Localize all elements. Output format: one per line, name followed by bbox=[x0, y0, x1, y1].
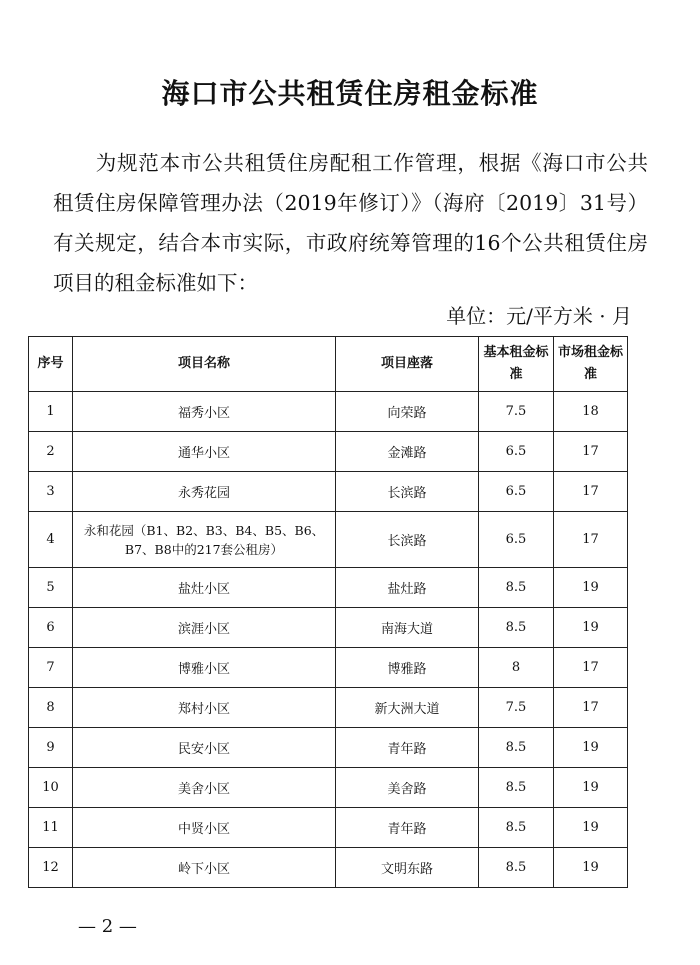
cell-no: 7 bbox=[29, 648, 73, 688]
cell-base-rent: 6.5 bbox=[479, 472, 554, 512]
cell-no: 11 bbox=[29, 808, 73, 848]
table-row bbox=[29, 728, 628, 768]
unit-label: 单位：元/平方米 · 月 bbox=[446, 304, 632, 328]
header-base-rent: 基本租金标准 bbox=[479, 337, 554, 392]
cell-location: 新大洲大道 bbox=[336, 688, 479, 728]
cell-name: 永和花园（B1、B2、B3、B4、B5、B6、B7、B8中的217套公租房） bbox=[73, 512, 336, 568]
table-row bbox=[29, 432, 628, 472]
cell-market-rent: 19 bbox=[554, 848, 628, 888]
cell-name: 博雅小区 bbox=[73, 648, 336, 688]
table-row bbox=[29, 808, 628, 848]
cell-name: 美舍小区 bbox=[73, 768, 336, 808]
header-location: 项目座落 bbox=[336, 337, 479, 392]
cell-location: 文明东路 bbox=[336, 848, 479, 888]
cell-location: 青年路 bbox=[336, 808, 479, 848]
cell-no: 5 bbox=[29, 568, 73, 608]
cell-base-rent: 8.5 bbox=[479, 808, 554, 848]
cell-no: 12 bbox=[29, 848, 73, 888]
cell-market-rent: 17 bbox=[554, 688, 628, 728]
cell-market-rent: 19 bbox=[554, 728, 628, 768]
cell-market-rent: 17 bbox=[554, 472, 628, 512]
cell-no: 1 bbox=[29, 392, 73, 432]
rent-table bbox=[28, 336, 628, 888]
cell-no: 3 bbox=[29, 472, 73, 512]
table-row bbox=[29, 472, 628, 512]
cell-name: 岭下小区 bbox=[73, 848, 336, 888]
cell-name: 郑村小区 bbox=[73, 688, 336, 728]
cell-market-rent: 19 bbox=[554, 568, 628, 608]
header-market-rent: 市场租金标准 bbox=[554, 337, 628, 392]
cell-name: 盐灶小区 bbox=[73, 568, 336, 608]
table-row bbox=[29, 608, 628, 648]
table-row bbox=[29, 512, 628, 568]
cell-no: 10 bbox=[29, 768, 73, 808]
document-title: 海口市公共租赁住房租金标准 bbox=[161, 77, 539, 110]
cell-base-rent: 8.5 bbox=[479, 848, 554, 888]
cell-market-rent: 17 bbox=[554, 432, 628, 472]
cell-name: 通华小区 bbox=[73, 432, 336, 472]
cell-no: 2 bbox=[29, 432, 73, 472]
table-header-row bbox=[29, 337, 628, 392]
table-row bbox=[29, 648, 628, 688]
cell-no: 9 bbox=[29, 728, 73, 768]
cell-name: 永秀花园 bbox=[73, 472, 336, 512]
cell-name: 福秀小区 bbox=[73, 392, 336, 432]
cell-location: 南海大道 bbox=[336, 608, 479, 648]
cell-market-rent: 17 bbox=[554, 648, 628, 688]
header-name: 项目名称 bbox=[73, 337, 336, 392]
cell-location: 青年路 bbox=[336, 728, 479, 768]
cell-location: 长滨路 bbox=[336, 472, 479, 512]
cell-location: 美舍路 bbox=[336, 768, 479, 808]
cell-location: 长滨路 bbox=[336, 512, 479, 568]
cell-market-rent: 19 bbox=[554, 808, 628, 848]
cell-market-rent: 19 bbox=[554, 608, 628, 648]
cell-base-rent: 6.5 bbox=[479, 432, 554, 472]
cell-base-rent: 6.5 bbox=[479, 512, 554, 568]
cell-location: 金滩路 bbox=[336, 432, 479, 472]
cell-no: 6 bbox=[29, 608, 73, 648]
cell-name: 中贤小区 bbox=[73, 808, 336, 848]
cell-market-rent: 18 bbox=[554, 392, 628, 432]
cell-base-rent: 8.5 bbox=[479, 608, 554, 648]
cell-market-rent: 19 bbox=[554, 768, 628, 808]
intro-paragraph-text: 为规范本市公共租赁住房配租工作管理，根据《海口市公共租赁住房保障管理办法（2019年修订）》（海府〔2019〕31号）有关规定，结合本市实际，市政府统筹管理的16个公共租赁住房项目的租金标准如下： bbox=[53, 151, 648, 295]
cell-name: 民安小区 bbox=[73, 728, 336, 768]
cell-base-rent: 7.5 bbox=[479, 688, 554, 728]
cell-base-rent: 8.5 bbox=[479, 768, 554, 808]
cell-base-rent: 8.5 bbox=[479, 728, 554, 768]
cell-name: 滨涯小区 bbox=[73, 608, 336, 648]
cell-location: 博雅路 bbox=[336, 648, 479, 688]
intro-paragraph bbox=[53, 143, 648, 303]
cell-base-rent: 8 bbox=[479, 648, 554, 688]
table-row bbox=[29, 392, 628, 432]
cell-location: 盐灶路 bbox=[336, 568, 479, 608]
cell-market-rent: 17 bbox=[554, 512, 628, 568]
table-row bbox=[29, 568, 628, 608]
cell-base-rent: 8.5 bbox=[479, 568, 554, 608]
cell-location: 向荣路 bbox=[336, 392, 479, 432]
page-number: — 2 — bbox=[78, 916, 137, 937]
cell-base-rent: 7.5 bbox=[479, 392, 554, 432]
table-row bbox=[29, 848, 628, 888]
cell-no: 4 bbox=[29, 512, 73, 568]
table-row bbox=[29, 688, 628, 728]
cell-no: 8 bbox=[29, 688, 73, 728]
header-no: 序号 bbox=[29, 337, 73, 392]
table-row bbox=[29, 768, 628, 808]
